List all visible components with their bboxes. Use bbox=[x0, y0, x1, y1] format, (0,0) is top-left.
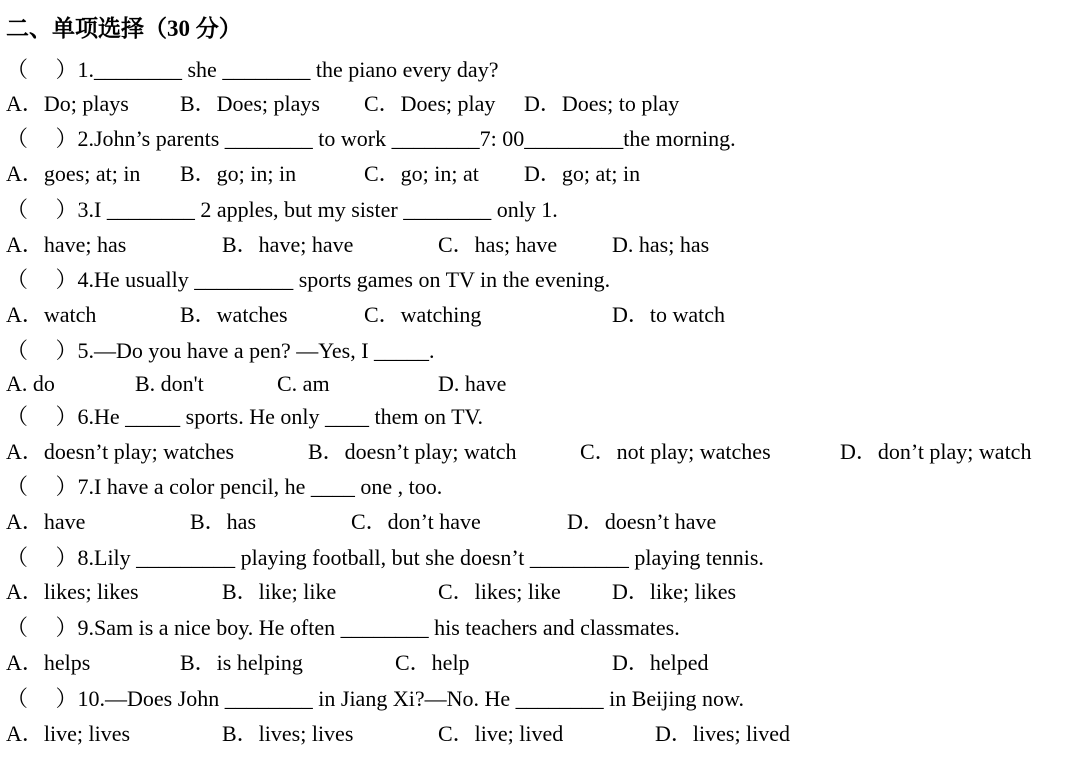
question-8-option-d: D．like; likes bbox=[612, 579, 737, 604]
question-4-option-b: B．watches bbox=[180, 302, 288, 327]
question-8-stem: （ ）8.Lily _________ playing football, but she doesn’t _________ playing tennis. bbox=[6, 545, 764, 570]
question-1-stem: （ ）1.________ she ________ the piano every day? bbox=[6, 57, 499, 82]
question-8-option-b: B．like; like bbox=[222, 579, 337, 604]
question-2-option-d: D．go; at; in bbox=[524, 161, 641, 186]
question-7-option-d: D．doesn’t have bbox=[567, 509, 717, 534]
question-4-stem: （ ）4.He usually _________ sports games on TV in the evening. bbox=[6, 267, 611, 292]
question-6-stem: （ ）6.He _____ sports. He only ____ them on TV. bbox=[6, 404, 484, 429]
question-4-option-d: D．to watch bbox=[612, 302, 726, 327]
question-10-option-c: C．live; lived bbox=[438, 721, 564, 746]
question-6-option-b: B．doesn’t play; watch bbox=[308, 439, 517, 464]
question-5-stem: （ ）5.—Do you have a pen? —Yes, I _____. bbox=[6, 338, 435, 363]
question-9-option-a: A．helps bbox=[6, 650, 91, 675]
question-3-option-d: D. has; has bbox=[612, 232, 710, 257]
question-8-option-a: A．likes; likes bbox=[6, 579, 139, 604]
question-2-option-c: C．go; in; at bbox=[364, 161, 479, 186]
question-8-option-c: C．likes; like bbox=[438, 579, 561, 604]
question-2-option-b: B．go; in; in bbox=[180, 161, 297, 186]
question-3-option-a: A．have; has bbox=[6, 232, 127, 257]
question-4-option-a: A．watch bbox=[6, 302, 97, 327]
question-1-option-b: B．Does; plays bbox=[180, 91, 320, 116]
question-5-option-d: D. have bbox=[438, 371, 507, 396]
question-2-option-a: A．goes; at; in bbox=[6, 161, 141, 186]
question-1-option-a: A．Do; plays bbox=[6, 91, 129, 116]
question-6-option-d: D．don’t play; watch bbox=[840, 439, 1032, 464]
question-10-option-d: D．lives; lived bbox=[655, 721, 791, 746]
question-10-stem: （ ）10.—Does John ________ in Jiang Xi?—No. He ________ in Beijing now. bbox=[6, 686, 744, 711]
question-9-stem: （ ）9.Sam is a nice boy. He often ________ his teachers and classmates. bbox=[6, 615, 680, 640]
section-title: 二、单项选择（30 分） bbox=[6, 16, 242, 41]
question-9-option-d: D．helped bbox=[612, 650, 709, 675]
question-7-option-c: C．don’t have bbox=[351, 509, 481, 534]
question-2-stem: （ ）2.John’s parents ________ to work ________7: 00_________the morning. bbox=[6, 126, 736, 151]
question-5-option-c: C. am bbox=[277, 371, 330, 396]
question-7-stem: （ ）7.I have a color pencil, he ____ one , too. bbox=[6, 474, 443, 499]
question-7-option-b: B．has bbox=[190, 509, 257, 534]
question-7-option-a: A．have bbox=[6, 509, 86, 534]
question-1-option-d: D．Does; to play bbox=[524, 91, 680, 116]
question-10-option-a: A．live; lives bbox=[6, 721, 131, 746]
question-5-option-a: A. do bbox=[6, 371, 55, 396]
question-6-option-a: A．doesn’t play; watches bbox=[6, 439, 235, 464]
question-5-option-b: B. don't bbox=[135, 371, 204, 396]
question-1-option-c: C．Does; play bbox=[364, 91, 496, 116]
question-4-option-c: C．watching bbox=[364, 302, 482, 327]
question-3-option-c: C．has; have bbox=[438, 232, 558, 257]
question-6-option-c: C．not play; watches bbox=[580, 439, 771, 464]
question-9-option-c: C．help bbox=[395, 650, 470, 675]
question-9-option-b: B．is helping bbox=[180, 650, 303, 675]
question-3-option-b: B．have; have bbox=[222, 232, 354, 257]
question-3-stem: （ ）3.I ________ 2 apples, but my sister ________ only 1. bbox=[6, 197, 558, 222]
question-10-option-b: B．lives; lives bbox=[222, 721, 354, 746]
